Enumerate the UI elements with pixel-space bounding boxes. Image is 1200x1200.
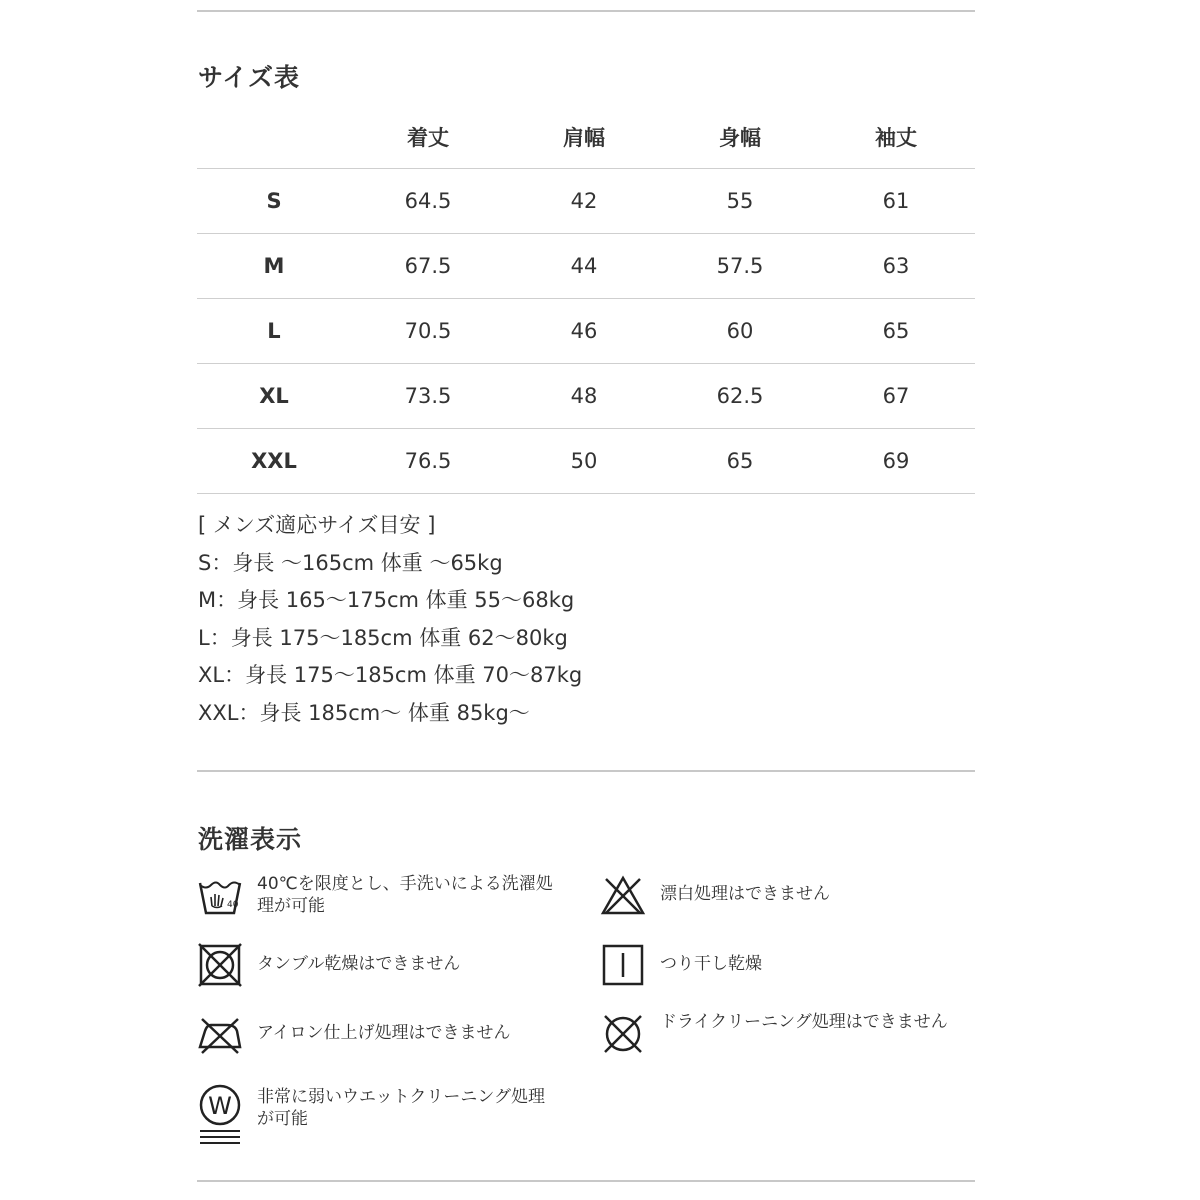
top-divider <box>197 10 975 12</box>
size-guide-line: XXL：身長 185cm～ 体重 85kg～ <box>198 700 530 725</box>
size-guide-line: M：身長 165～175cm 体重 55～68kg <box>198 588 575 612</box>
column-header-sleeve: 袖丈 <box>875 125 917 150</box>
size-label: XL <box>259 384 289 408</box>
care-item-hand-wash <box>197 873 557 919</box>
bottom-divider <box>197 1180 975 1182</box>
care-item-no-iron <box>197 1011 557 1057</box>
table-row <box>197 429 975 494</box>
svg-text:40: 40 <box>227 900 239 910</box>
care-item-wet-clean <box>197 1083 557 1143</box>
care-text: 漂白処理はできません <box>660 884 830 904</box>
size-guide <box>198 507 582 732</box>
care-text: 40℃を限度とし、手洗いによる洗濯処理が可能 <box>257 874 553 916</box>
care-section-title: 洗濯表示 <box>198 825 303 854</box>
table-row <box>197 169 975 234</box>
line-dry-icon <box>600 942 646 988</box>
svg-text:W: W <box>208 1092 232 1120</box>
size-guide-line: L：身長 175～185cm 体重 62～80kg <box>198 625 568 650</box>
table-cell: 67.5 <box>404 254 452 278</box>
table-cell: 63 <box>882 254 910 278</box>
table-cell: 42 <box>570 189 598 213</box>
column-header-chest: 身幅 <box>719 125 761 150</box>
table-header-row <box>197 105 975 169</box>
size-label: XXL <box>251 449 297 473</box>
care-text: ドライクリーニング処理はできません <box>660 1012 948 1032</box>
size-table-title: サイズ表 <box>198 63 301 92</box>
size-label: M <box>263 254 285 278</box>
column-header-shoulder: 肩幅 <box>563 125 605 150</box>
table-row <box>197 234 975 299</box>
care-text: 非常に弱いウエットクリーニング処理が可能 <box>257 1087 545 1129</box>
hand-wash-40-icon <box>197 873 243 919</box>
table-cell: 73.5 <box>404 384 452 408</box>
size-label: L <box>267 319 281 343</box>
table-cell: 65 <box>882 319 910 343</box>
size-guide-line: XL：身長 175～185cm 体重 70～87kg <box>198 663 583 687</box>
care-item-no-bleach <box>600 873 960 919</box>
table-cell: 55 <box>726 189 754 213</box>
care-text: アイロン仕上げ処理はできません <box>257 1023 511 1043</box>
size-guide-heading: [ メンズ適応サイズ目安 ] <box>198 513 436 537</box>
table-cell: 50 <box>570 449 598 473</box>
table-cell: 46 <box>570 319 598 343</box>
care-item-no-tumble-dry <box>197 942 557 988</box>
table-cell: 61 <box>882 189 910 213</box>
table-cell: 64.5 <box>404 189 452 213</box>
care-text: つり干し乾燥 <box>660 954 762 974</box>
care-text: タンブル乾燥はできません <box>257 954 461 974</box>
table-row <box>197 364 975 429</box>
very-gentle-wet-clean-icon <box>197 1083 243 1143</box>
table-cell: 57.5 <box>716 254 764 278</box>
no-dry-clean-icon <box>600 1011 646 1057</box>
table-row <box>197 299 975 364</box>
table-cell: 70.5 <box>404 319 452 343</box>
care-item-line-dry <box>600 942 960 988</box>
no-tumble-dry-icon <box>197 942 243 988</box>
size-guide-line: S：身長 ～165cm 体重 ～65kg <box>198 550 503 575</box>
table-cell: 60 <box>726 319 754 343</box>
care-item-no-dry-clean <box>600 1011 960 1057</box>
table-cell: 62.5 <box>716 384 764 408</box>
no-bleach-icon <box>600 873 646 919</box>
table-cell: 48 <box>570 384 598 408</box>
table-cell: 76.5 <box>404 449 452 473</box>
no-iron-icon <box>197 1011 243 1057</box>
size-label: S <box>266 189 282 213</box>
table-cell: 65 <box>726 449 754 473</box>
size-table <box>197 105 975 494</box>
column-header-length: 着丈 <box>407 125 449 150</box>
middle-divider <box>197 770 975 772</box>
table-cell: 44 <box>570 254 598 278</box>
table-cell: 69 <box>882 449 910 473</box>
table-cell: 67 <box>882 384 910 408</box>
